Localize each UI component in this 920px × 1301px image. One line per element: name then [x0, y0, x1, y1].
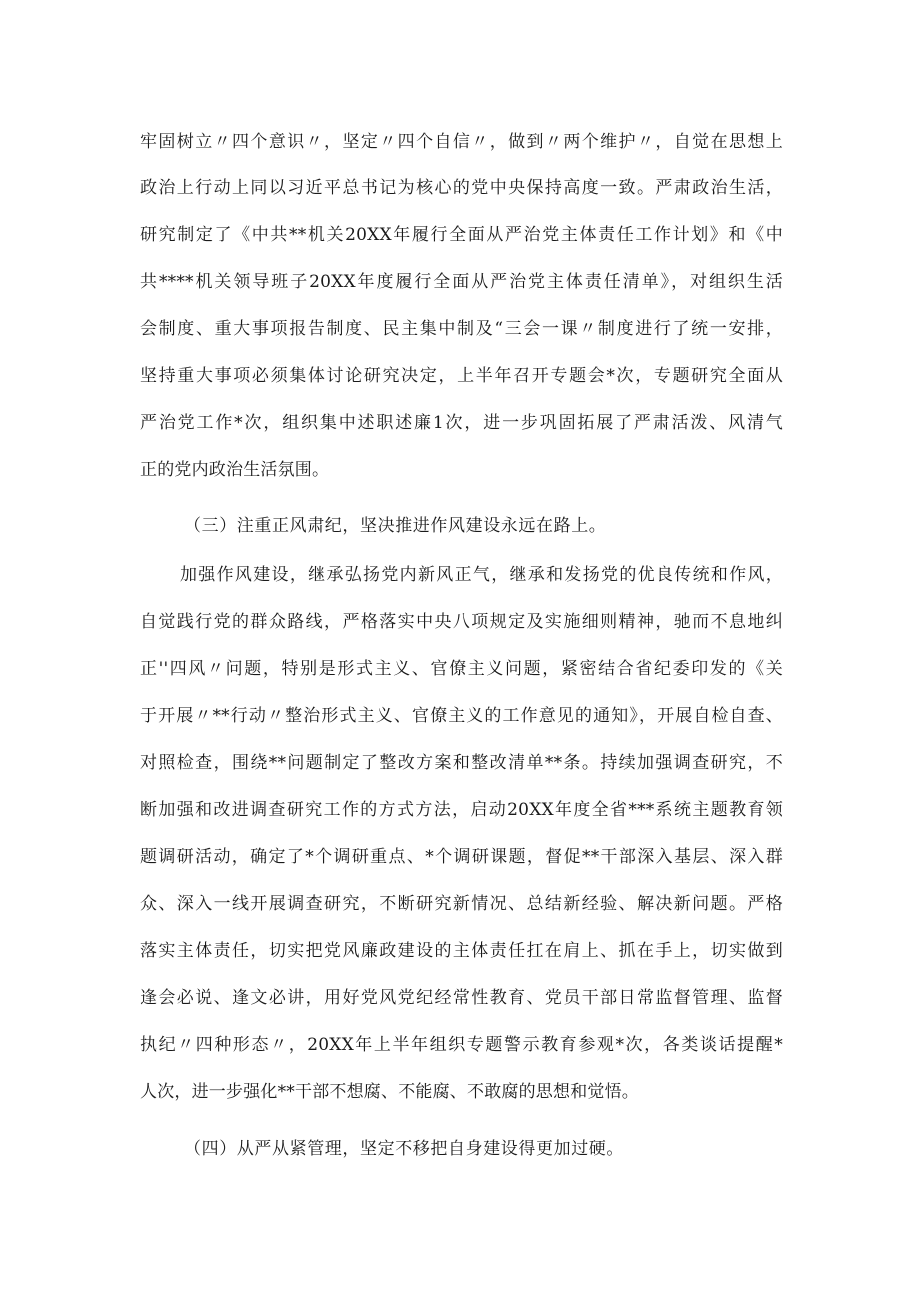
paragraph-1-line: 牢固树立〃四个意识〃，坚定〃四个自信〃，做到〃两个维护〃，自觉在思想上	[140, 132, 783, 152]
paragraph-2-line: 自觉践行党的群众路线，严格落实中央八项规定及实施细则精神，驰而不息地纠	[140, 612, 783, 632]
paragraph-2-line: 众、深入一线开展调查研究，不断研究新情况、总结新经验、解决新问题。严格	[140, 894, 783, 914]
paragraph-2-line: 落实主体责任，切实把党风廉政建设的主体责任扛在肩上、抓在手上，切实做到	[140, 941, 783, 961]
paragraph-2-line: 断加强和改进调查研究工作的方式方法，启动20XX年度全省***系统主题教育领	[140, 800, 783, 820]
section-heading-4: （四）从严从紧管理，坚定不移把自身建设得更加过硬。	[184, 1139, 624, 1159]
section-heading-3: （三）注重正风肃纪，坚决推进作风建设永远在路上。	[184, 516, 607, 536]
paragraph-2-line: 题调研活动，确定了*个调研重点、*个调研课题，督促**干部深入基层、深入群	[140, 847, 783, 867]
paragraph-2-line: 逢会必说、逢文必讲，用好党风党纪经常性教育、党员干部日常监督管理、监督	[140, 988, 783, 1008]
paragraph-2-line: 对照检查，围绕**问题制定了整改方案和整改清单**条。持续加强调查研究，不	[140, 753, 783, 773]
paragraph-1-line: 坚持重大事项必须集体讨论研究决定，上半年召开专题会*次，专题研究全面从	[140, 366, 783, 386]
paragraph-1-line: 研究制定了《中共**机关20XX年履行全面从严治党主体责任工作计划》和《中	[140, 225, 783, 245]
paragraph-1-line: 严治党工作*次，组织集中述职述廉1次，进一步巩固拓展了严肃活泼、风清气	[140, 413, 783, 433]
paragraph-1-line: 正的党内政治生活氛围。	[140, 460, 330, 480]
paragraph-2-line: 于开展〃**行动〃整治形式主义、官僚主义的工作意见的通知》，开展自检自查、	[140, 706, 783, 726]
paragraph-2-line: 加强作风建设，继承弘扬党内新风正气，继承和发扬党的优良传统和作风，	[180, 565, 783, 585]
paragraph-2-line: 人次，进一步强化**干部不想腐、不能腐、不敢腐的思想和觉悟。	[140, 1082, 639, 1102]
paragraph-2-line: 执纪〃四种形态〃，20XX年上半年组织专题警示教育参观*次，各类谈话提醒*	[140, 1035, 783, 1055]
paragraph-1-line: 政治上行动上同以习近平总书记为核心的党中央保持高度一致。严肃政治生活，	[140, 178, 783, 198]
paragraph-1-line: 会制度、重大事项报告制度、民主集中制及“三会一课〃制度进行了统一安排，	[140, 319, 783, 339]
paragraph-1-line: 共****机关领导班子20XX年度履行全面从严治党主体责任清单》，对组织生活	[140, 272, 783, 292]
paragraph-2-line: 正''四风〃问题，特别是形式主义、官僚主义问题，紧密结合省纪委印发的《关	[140, 659, 783, 679]
